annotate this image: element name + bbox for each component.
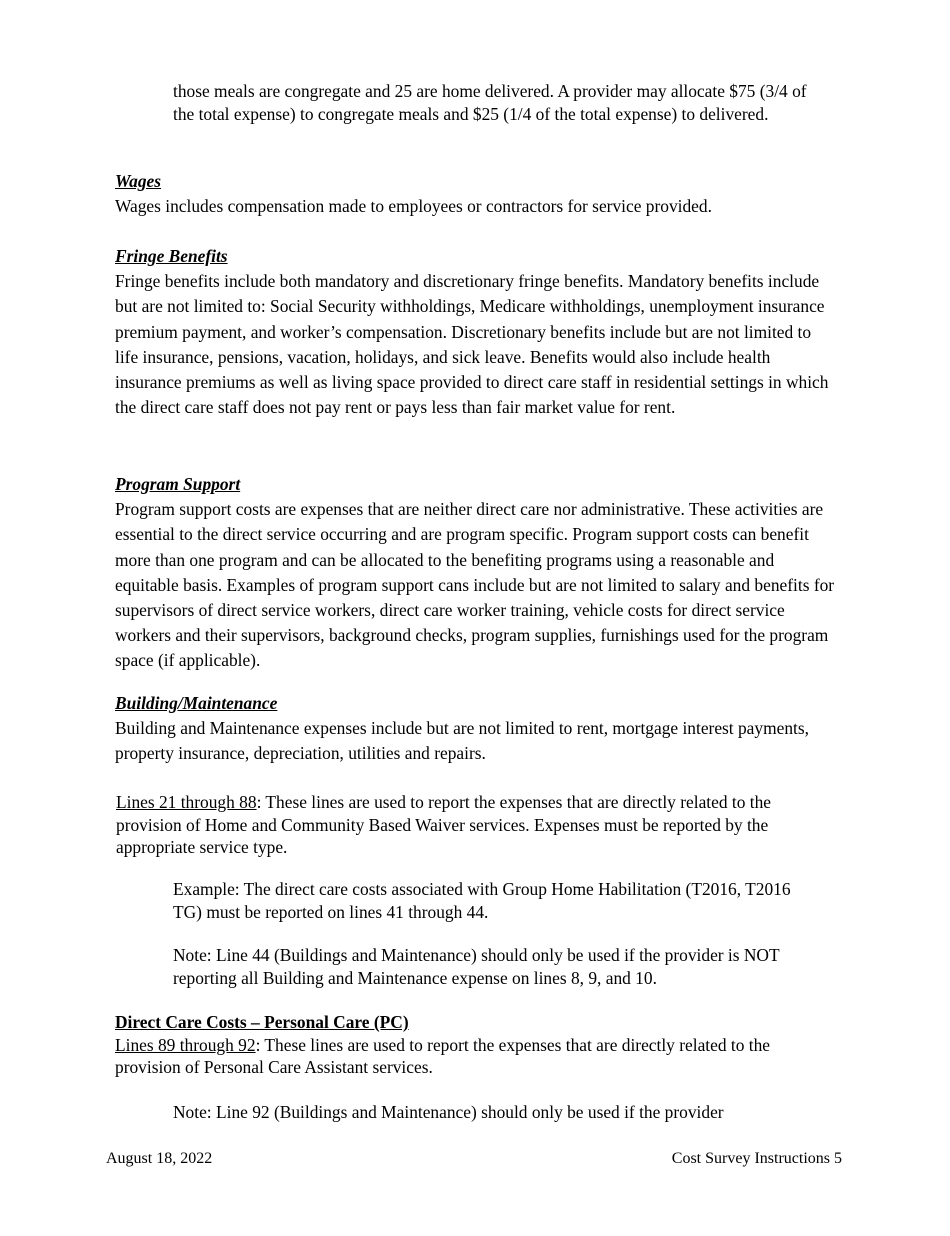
footer-date: August 18, 2022 [106, 1150, 213, 1167]
building-maintenance-heading: Building/Maintenance [115, 693, 278, 713]
program-support-heading: Program Support [115, 474, 241, 494]
lines-21-88-paragraph [116, 791, 821, 859]
wages-body: Wages includes compensation made to employees or contractors for service provided. [115, 196, 712, 217]
lines-89-92-text: : These lines are used to report the expenses that are directly related to the provision of Personal Care Assistant services. [115, 1034, 770, 1077]
lines-21-88-ref: Lines 21 through 88 [116, 792, 257, 812]
building-maintenance-body: Building and Maintenance expenses include but are not limited to rent, mortgage interest payments, property insurance, depreciation, utilities and repairs. [115, 718, 809, 764]
direct-care-pc-heading: Direct Care Costs – Personal Care (PC) [115, 1012, 409, 1032]
lines-21-88-text: : These lines are used to report the expenses that are directly related to the provision of Home and Community Based Waiver services. Expenses must be reported by the appropriate service type. [116, 792, 771, 857]
wages-heading: Wages [115, 171, 162, 191]
note-line-44-paragraph: Note: Line 44 (Buildings and Maintenance) should only be used if the provider is NOT reporting all Building and Maintenance expense on lines 8, 9, and 10. [173, 945, 780, 988]
fringe-benefits-body: Fringe benefits include both mandatory and discretionary fringe benefits. Mandatory benefits include but are not limited to: Social Security withholdings, Medicare withholdings, unemployment insurance premium payment, and worker’s compensation. Discretionary benefits include but are not limited to life insurance, pensions, vacation, holidays, and sick leave. Benefits would also include health insurance premiums as well as living space provided to direct care staff in residential settings in which the direct care staff does not pay rent or pays less than fair market value for rent. [115, 271, 829, 418]
lines-89-92-ref: Lines 89 through 92 [115, 1034, 256, 1055]
direct-care-pc-section [115, 1011, 825, 1079]
fringe-benefits-section [115, 244, 835, 420]
building-maintenance-section [115, 691, 835, 767]
program-support-body: Program support costs are expenses that are neither direct care nor administrative. These activities are essential to the direct service occurring and are program specific. Program support costs can benefit more than one program and can be allocated to the benefiting programs using a reasonable and equitable basis. Examples of program support cans include but are not limited to salary and benefits for supervisors of direct service workers, direct care worker training, vehicle costs for direct service workers and their supervisors, background checks, program supplies, furnishings used for the program space (if applicable). [115, 499, 835, 671]
fringe-benefits-heading: Fringe Benefits [115, 246, 228, 266]
program-support-section [115, 472, 835, 674]
footer-page-label: Cost Survey Instructions 5 [671, 1150, 842, 1167]
note-line-92-paragraph: Note: Line 92 (Buildings and Maintenance) should only be used if the provider [173, 1102, 724, 1122]
example-habilitation-paragraph: Example: The direct care costs associated with Group Home Habilitation (T2016, T2016 TG) must be reported on lines 41 through 44. [173, 879, 791, 922]
intro-example-paragraph: those meals are congregate and 25 are home delivered. A provider may allocate $75 (3/4 of the total expense) to congregate meals and $25 (1/4 of the total expense) to delivered. [173, 81, 807, 124]
wages-section [115, 169, 835, 219]
